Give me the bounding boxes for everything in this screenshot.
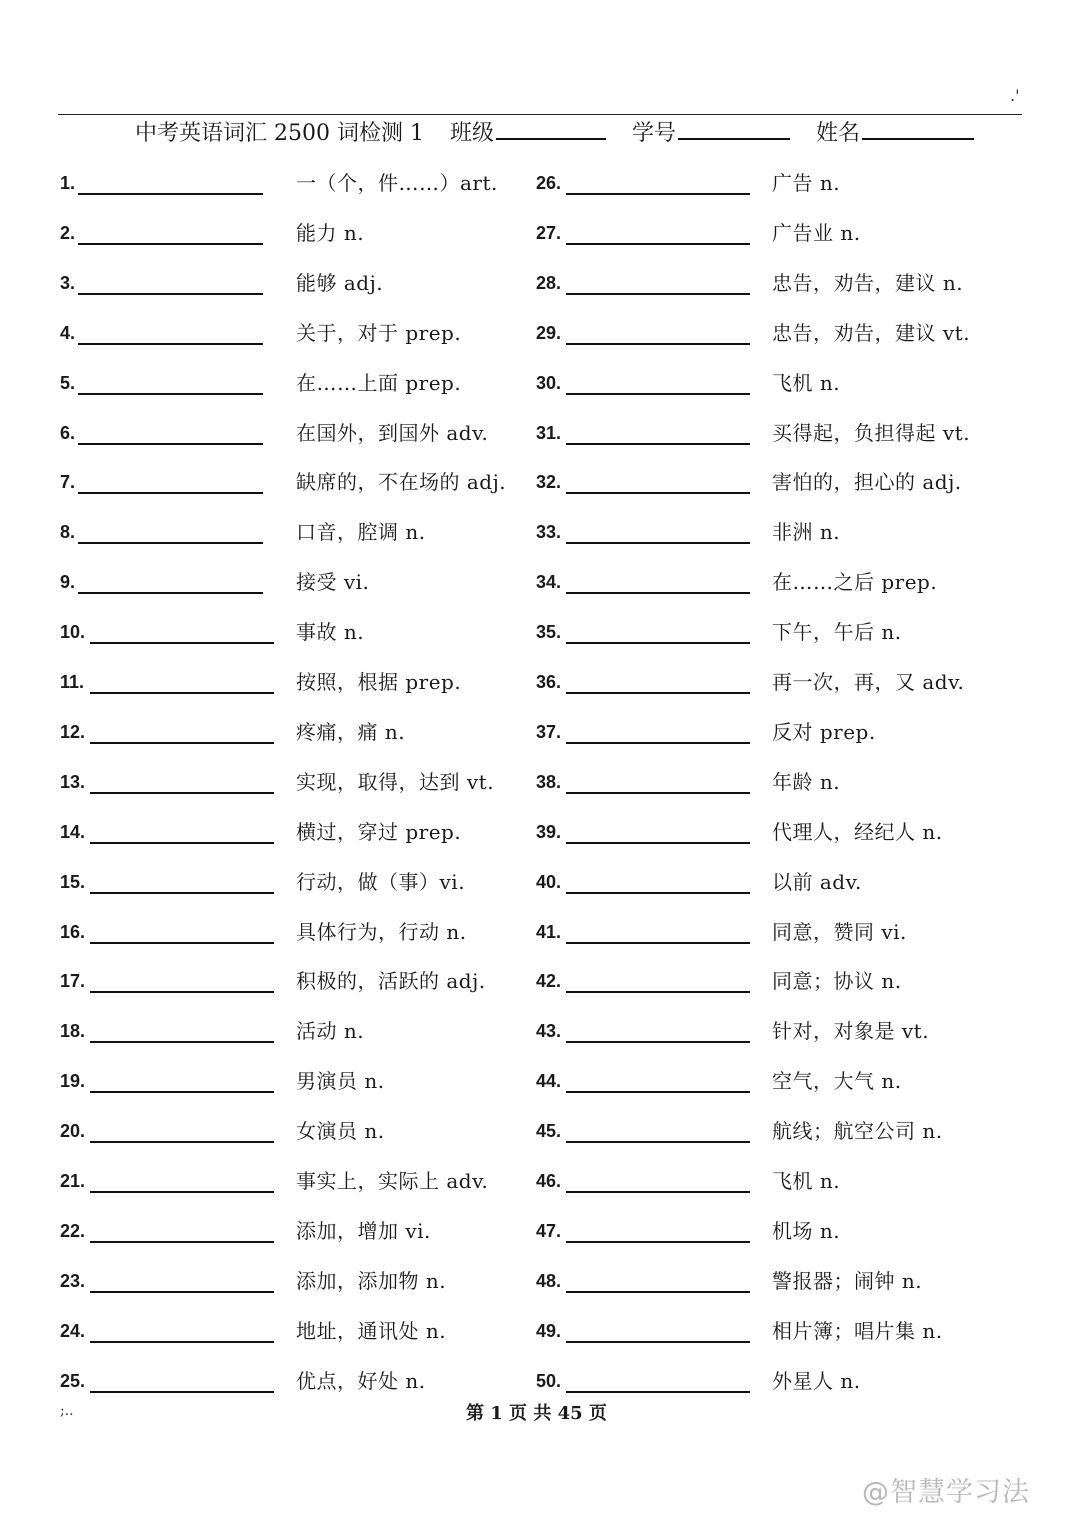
vocab-item bbox=[60, 964, 536, 996]
answer-blank[interactable] bbox=[566, 443, 750, 445]
item-number: 18. bbox=[60, 1021, 86, 1041]
vocab-item bbox=[536, 765, 1012, 797]
vocab-item bbox=[60, 1014, 536, 1046]
chinese-meaning: 横过，穿过 prep. bbox=[296, 820, 462, 844]
chinese-meaning: 按照，根据 prep. bbox=[296, 670, 462, 694]
answer-blank[interactable] bbox=[90, 942, 274, 944]
vocab-item bbox=[536, 216, 1012, 248]
answer-blank[interactable] bbox=[90, 1291, 274, 1293]
chinese-meaning: 广告 n. bbox=[772, 171, 841, 195]
chinese-meaning: 忠告，劝告，建议 vt. bbox=[772, 321, 971, 345]
answer-blank[interactable] bbox=[78, 492, 263, 494]
chinese-meaning: 机场 n. bbox=[772, 1219, 841, 1243]
chinese-meaning: 优点，好处 n. bbox=[296, 1369, 426, 1393]
item-number: 27. bbox=[536, 223, 562, 243]
vocab-item bbox=[60, 865, 536, 897]
item-number: 46. bbox=[536, 1171, 562, 1191]
item-number: 42. bbox=[536, 971, 562, 991]
chinese-meaning: 女演员 n. bbox=[296, 1119, 385, 1143]
answer-blank[interactable] bbox=[90, 892, 274, 894]
item-number: 36. bbox=[536, 672, 562, 692]
answer-blank[interactable] bbox=[566, 942, 750, 944]
item-number: 25. bbox=[60, 1371, 86, 1391]
item-number: 34. bbox=[536, 572, 562, 592]
vocab-item bbox=[60, 1114, 536, 1146]
item-number: 29. bbox=[536, 323, 562, 343]
vocab-item bbox=[536, 615, 1012, 647]
vocab-item bbox=[536, 964, 1012, 996]
item-number: 26. bbox=[536, 173, 562, 193]
answer-blank[interactable] bbox=[90, 1341, 274, 1343]
chinese-meaning: 具体行为，行动 n. bbox=[296, 920, 467, 944]
chinese-meaning: 再一次，再，又 adv. bbox=[772, 670, 965, 694]
name-label: 姓名 bbox=[816, 121, 861, 146]
answer-blank[interactable] bbox=[566, 892, 750, 894]
vocab-item bbox=[60, 915, 536, 947]
chinese-meaning: 在……上面 prep. bbox=[296, 371, 462, 395]
chinese-meaning: 实现，取得，达到 vt. bbox=[296, 770, 495, 794]
answer-blank[interactable] bbox=[90, 692, 274, 694]
answer-blank[interactable] bbox=[90, 991, 274, 993]
chinese-meaning: 事故 n. bbox=[296, 620, 365, 644]
vocab-item bbox=[536, 1164, 1012, 1196]
vocab-item bbox=[536, 366, 1012, 398]
vocab-item bbox=[536, 1314, 1012, 1346]
answer-blank[interactable] bbox=[566, 642, 750, 644]
vocab-item bbox=[536, 565, 1012, 597]
vocab-item bbox=[536, 915, 1012, 947]
vocab-item bbox=[536, 316, 1012, 348]
page-title: 中考英语词汇 2500 词检测 1 bbox=[135, 121, 424, 146]
item-number: 28. bbox=[536, 273, 562, 293]
answer-blank[interactable] bbox=[566, 193, 750, 195]
answer-blank[interactable] bbox=[90, 1391, 274, 1393]
chinese-meaning: 飞机 n. bbox=[772, 371, 841, 395]
item-number: 21. bbox=[60, 1171, 86, 1191]
item-number: 40. bbox=[536, 872, 562, 892]
vocab-item bbox=[60, 1264, 536, 1296]
chinese-meaning: 一（个，件……）art. bbox=[296, 171, 498, 195]
chinese-meaning: 在……之后 prep. bbox=[772, 570, 938, 594]
item-number: 13. bbox=[60, 772, 86, 792]
item-number: 2. bbox=[60, 223, 76, 243]
item-number: 32. bbox=[536, 472, 562, 492]
answer-blank[interactable] bbox=[90, 1191, 274, 1193]
answer-blank[interactable] bbox=[566, 393, 750, 395]
chinese-meaning: 买得起，负担得起 vt. bbox=[772, 421, 971, 445]
footer-mark: ;.. bbox=[60, 1403, 74, 1419]
chinese-meaning: 同意；协议 n. bbox=[772, 969, 902, 993]
item-number: 19. bbox=[60, 1071, 86, 1091]
item-number: 50. bbox=[536, 1371, 562, 1391]
answer-blank[interactable] bbox=[566, 592, 750, 594]
item-number: 8. bbox=[60, 522, 76, 542]
answer-blank[interactable] bbox=[566, 1341, 750, 1343]
vocab-item bbox=[60, 715, 536, 747]
item-number: 7. bbox=[60, 472, 76, 492]
chinese-meaning: 关于，对于 prep. bbox=[296, 321, 462, 345]
item-number: 48. bbox=[536, 1271, 562, 1291]
vocab-item bbox=[60, 266, 536, 298]
answer-blank[interactable] bbox=[78, 343, 263, 345]
chinese-meaning: 添加，增加 vi. bbox=[296, 1219, 431, 1243]
answer-blank[interactable] bbox=[90, 842, 274, 844]
vocab-item bbox=[60, 465, 536, 497]
chinese-meaning: 外星人 n. bbox=[772, 1369, 861, 1393]
vocab-item bbox=[536, 665, 1012, 697]
vocab-item bbox=[536, 465, 1012, 497]
item-number: 10. bbox=[60, 622, 86, 642]
item-number: 37. bbox=[536, 722, 562, 742]
chinese-meaning: 非洲 n. bbox=[772, 520, 841, 544]
answer-blank[interactable] bbox=[90, 642, 274, 644]
vocab-item bbox=[60, 216, 536, 248]
item-number: 31. bbox=[536, 423, 562, 443]
chinese-meaning: 能够 adj. bbox=[296, 271, 384, 295]
answer-blank[interactable] bbox=[90, 792, 274, 794]
vocab-item bbox=[536, 266, 1012, 298]
answer-blank[interactable] bbox=[78, 293, 263, 295]
student-id-label: 学号 bbox=[631, 121, 676, 146]
answer-blank[interactable] bbox=[566, 1291, 750, 1293]
vocab-item bbox=[536, 1264, 1012, 1296]
answer-blank[interactable] bbox=[78, 443, 263, 445]
answer-blank[interactable] bbox=[566, 492, 750, 494]
chinese-meaning: 同意，赞同 vi. bbox=[772, 920, 907, 944]
chinese-meaning: 害怕的，担心的 adj. bbox=[772, 470, 962, 494]
item-number: 17. bbox=[60, 971, 86, 991]
vocab-item bbox=[536, 1214, 1012, 1246]
item-number: 5. bbox=[60, 373, 76, 393]
vocab-item bbox=[536, 1114, 1012, 1146]
item-number: 45. bbox=[536, 1121, 562, 1141]
item-number: 12. bbox=[60, 722, 86, 742]
item-number: 14. bbox=[60, 822, 86, 842]
vocab-item bbox=[60, 316, 536, 348]
answer-blank[interactable] bbox=[566, 243, 750, 245]
chinese-meaning: 地址，通讯处 n. bbox=[296, 1319, 447, 1343]
vocab-item bbox=[536, 865, 1012, 897]
vocab-item bbox=[60, 615, 536, 647]
chinese-meaning: 在国外，到国外 adv. bbox=[296, 421, 489, 445]
item-number: 22. bbox=[60, 1221, 86, 1241]
class-label: 班级 bbox=[449, 121, 494, 146]
chinese-meaning: 添加，添加物 n. bbox=[296, 1269, 447, 1293]
vocab-item bbox=[536, 416, 1012, 448]
answer-blank[interactable] bbox=[566, 1091, 750, 1093]
answer-blank[interactable] bbox=[566, 1191, 750, 1193]
answer-blank[interactable] bbox=[78, 592, 263, 594]
vocab-item bbox=[536, 166, 1012, 198]
item-number: 35. bbox=[536, 622, 562, 642]
chinese-meaning: 年龄 n. bbox=[772, 770, 841, 794]
item-number: 23. bbox=[60, 1271, 86, 1291]
item-number: 24. bbox=[60, 1321, 86, 1341]
chinese-meaning: 忠告，劝告，建议 n. bbox=[772, 271, 964, 295]
chinese-meaning: 男演员 n. bbox=[296, 1069, 385, 1093]
vocab-item bbox=[60, 1364, 536, 1396]
chinese-meaning: 行动，做（事）vi. bbox=[296, 870, 466, 894]
item-number: 4. bbox=[60, 323, 76, 343]
vocab-item bbox=[60, 815, 536, 847]
vocab-item bbox=[60, 665, 536, 697]
answer-blank[interactable] bbox=[566, 1041, 750, 1043]
chinese-meaning: 代理人，经纪人 n. bbox=[772, 820, 943, 844]
item-number: 6. bbox=[60, 423, 76, 443]
vocab-item bbox=[536, 715, 1012, 747]
vocab-item bbox=[60, 1214, 536, 1246]
item-number: 49. bbox=[536, 1321, 562, 1341]
chinese-meaning: 以前 adv. bbox=[772, 870, 862, 894]
answer-blank[interactable] bbox=[566, 991, 750, 993]
chinese-meaning: 缺席的，不在场的 adj. bbox=[296, 470, 507, 494]
item-number: 47. bbox=[536, 1221, 562, 1241]
answer-blank[interactable] bbox=[566, 542, 750, 544]
chinese-meaning: 相片簿；唱片集 n. bbox=[772, 1319, 943, 1343]
answer-blank[interactable] bbox=[566, 1241, 750, 1243]
vocab-item bbox=[60, 1164, 536, 1196]
item-number: 30. bbox=[536, 373, 562, 393]
chinese-meaning: 事实上，实际上 adv. bbox=[296, 1169, 489, 1193]
chinese-meaning: 口音，腔调 n. bbox=[296, 520, 426, 544]
vocab-item bbox=[60, 1314, 536, 1346]
item-number: 39. bbox=[536, 822, 562, 842]
answer-blank[interactable] bbox=[78, 393, 263, 395]
answer-blank[interactable] bbox=[566, 692, 750, 694]
chinese-meaning: 能力 n. bbox=[296, 221, 365, 245]
answer-blank[interactable] bbox=[566, 343, 750, 345]
vocab-item bbox=[60, 1064, 536, 1096]
chinese-meaning: 积极的，活跃的 adj. bbox=[296, 969, 486, 993]
answer-blank[interactable] bbox=[566, 1391, 750, 1393]
chinese-meaning: 警报器；闹钟 n. bbox=[772, 1269, 923, 1293]
chinese-meaning: 空气，大气 n. bbox=[772, 1069, 902, 1093]
vocab-item bbox=[60, 416, 536, 448]
item-number: 44. bbox=[536, 1071, 562, 1091]
vocab-item bbox=[60, 166, 536, 198]
vocab-item bbox=[536, 1064, 1012, 1096]
vocab-item bbox=[60, 366, 536, 398]
page-number: 第 1 页 共 45 页 bbox=[466, 1403, 607, 1424]
answer-blank[interactable] bbox=[90, 742, 274, 744]
answer-blank[interactable] bbox=[566, 842, 750, 844]
chinese-meaning: 广告业 n. bbox=[772, 221, 861, 245]
answer-blank[interactable] bbox=[566, 1141, 750, 1143]
item-number: 41. bbox=[536, 922, 562, 942]
chinese-meaning: 下午，午后 n. bbox=[772, 620, 902, 644]
answer-blank[interactable] bbox=[78, 243, 263, 245]
watermark: @智慧学习法 bbox=[862, 1477, 1030, 1508]
chinese-meaning: 飞机 n. bbox=[772, 1169, 841, 1193]
chinese-meaning: 活动 n. bbox=[296, 1019, 365, 1043]
vocab-item bbox=[60, 765, 536, 797]
item-number: 3. bbox=[60, 273, 76, 293]
item-number: 38. bbox=[536, 772, 562, 792]
item-number: 20. bbox=[60, 1121, 86, 1141]
chinese-meaning: 疼痛，痛 n. bbox=[296, 720, 406, 744]
answer-blank[interactable] bbox=[78, 193, 263, 195]
answer-blank[interactable] bbox=[566, 742, 750, 744]
vocab-item bbox=[536, 515, 1012, 547]
item-number: 15. bbox=[60, 872, 86, 892]
vocab-item bbox=[536, 1014, 1012, 1046]
item-number: 16. bbox=[60, 922, 86, 942]
chinese-meaning: 反对 prep. bbox=[772, 720, 876, 744]
vocab-item bbox=[60, 565, 536, 597]
item-number: 9. bbox=[60, 572, 76, 592]
answer-blank[interactable] bbox=[78, 542, 263, 544]
answer-blank[interactable] bbox=[566, 792, 750, 794]
item-number: 11. bbox=[60, 672, 85, 692]
corner-mark: .' bbox=[1010, 86, 1020, 105]
vocab-item bbox=[536, 815, 1012, 847]
answer-blank[interactable] bbox=[90, 1141, 274, 1143]
chinese-meaning: 航线；航空公司 n. bbox=[772, 1119, 943, 1143]
item-number: 43. bbox=[536, 1021, 562, 1041]
vocab-item bbox=[536, 1364, 1012, 1396]
answer-blank[interactable] bbox=[566, 293, 750, 295]
item-number: 33. bbox=[536, 522, 562, 542]
item-number: 1. bbox=[60, 173, 76, 193]
answer-blank[interactable] bbox=[90, 1041, 274, 1043]
chinese-meaning: 接受 vi. bbox=[296, 570, 370, 594]
answer-blank[interactable] bbox=[90, 1091, 274, 1093]
answer-blank[interactable] bbox=[90, 1241, 274, 1243]
vocab-item bbox=[60, 515, 536, 547]
chinese-meaning: 针对，对象是 vt. bbox=[772, 1019, 930, 1043]
